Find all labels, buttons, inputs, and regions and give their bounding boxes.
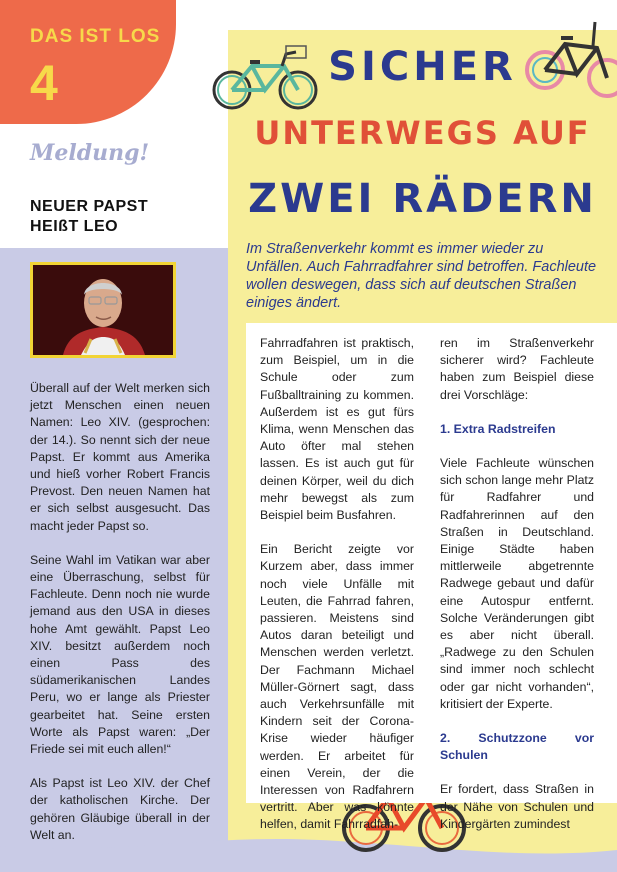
headline-line-3: ZWEI RÄDERN (248, 176, 597, 222)
headline-line-1: SICHER (328, 44, 517, 90)
meldung-label: Meldung! (30, 140, 150, 166)
article-paragraph: Viele Fachleute wünschen sich schon lange mehr Platz für Radfahrer und Radfahrerinnen auf den Straßen in Deutschland. Einige Städte haben mittlerweile abgetrennte Radwege gebaut und dafür eine Autospur entfernt. Solche Veränderungen gibt es aber nicht überall. „Radwege zu den Schulen sind immer noch schlecht oder gar nicht vorhanden“, kritisiert der Experte. (440, 456, 594, 711)
news-article (30, 380, 210, 861)
news-title-line-2: HEIßT LEO (30, 218, 119, 235)
news-paragraph-2: Seine Wahl im Vatikan war aber eine Überraschung, selbst für Fachleute. Denn noch nie wurde jemand aus den USA in dieses hohe Amt gewählt. Papst Leo XIV. besitzt außerdem noch einen Pass des südamerikanischen Landes Peru, wo er lange als Priester gearbeitet hat. Seine ersten Worte als Papst waren: „Der Friede sei mit euch allen!“ (30, 552, 210, 757)
article-column-2 (440, 335, 594, 850)
article-column-1 (260, 335, 414, 851)
news-paragraph-3: Als Papst ist Leo XIV. der Chef der katholischen Kirche. Der gehören Gläubige überall in der Welt an. (30, 776, 210, 842)
subhead-extra-radstreifen: 1. Extra Radstreifen (440, 421, 556, 436)
lead-paragraph: Im Straßenverkehr kommt es immer wieder zu Unfällen. Auch Fahrradfahrer sind betroffen. Fachleute wollen deswegen, dass sich auf deutschen Straßen einiges ändert. (246, 241, 597, 311)
headline-line-2: UNTERWEGS AUF (254, 114, 591, 152)
badge-number: 4 (30, 55, 58, 111)
news-paragraph-1: Überall auf der Welt merken sich jetzt Menschen einen neuen Namen: Leo XIV. (gesprochen: der 14.). So nennt sich der neue Papst. Er kommt aus Amerika und hieß vorher Robert Francis Prevost. Den neuen Namen hat er sich selbst ausgesucht. Das macht jeder Papst so. (30, 381, 210, 533)
article-paragraph: ren im Straßenverkehr sicherer wird? Fachleute haben zum Beispiel diese drei Vorschläge: (440, 336, 594, 402)
feature-article (246, 323, 617, 832)
subhead-schutzzone: 2. Schutzzone vor Schulen (440, 731, 594, 763)
section-badge (0, 0, 176, 124)
pope-photo (30, 262, 176, 358)
article-paragraph: Fahrradfahren ist praktisch, zum Beispiel, um in die Schule oder zum Fußballtraining zu kommen. Außerdem ist es gut fürs Klima, wenn Menschen das Auto öfter mal stehen lassen. Es ist auch gut für deinen Körper, weil du dich mehr bewegst als zum Beispiel beim Busfahren. (260, 336, 414, 523)
news-title (30, 197, 210, 237)
article-paragraph: Er fordert, dass Straßen in der Nähe von Schulen und Kindergärten zumindest (440, 782, 594, 831)
pope-portrait-illustration (33, 265, 173, 355)
article-paragraph: Ein Bericht zeigte vor Kurzem aber, dass immer noch viele Unfälle mit Leuten, die Fahrrad fahren, passieren. Meistens sind Autos daran beteiligt und Menschen werden verletzt. Der Fachmann Michael Müller-Görnert sagt, dass auch Verkehrsunfälle mit Kindern seit der Corona-Krise wieder häufiger werden. Er arbeitet für einen Verein, der die Interessen von Radfahrern vertritt. Aber was könnte helfen, damit Fahrradfah- (260, 542, 414, 832)
badge-label: DAS IST LOS (30, 26, 161, 47)
news-title-line-1: NEUER PAPST (30, 198, 149, 215)
